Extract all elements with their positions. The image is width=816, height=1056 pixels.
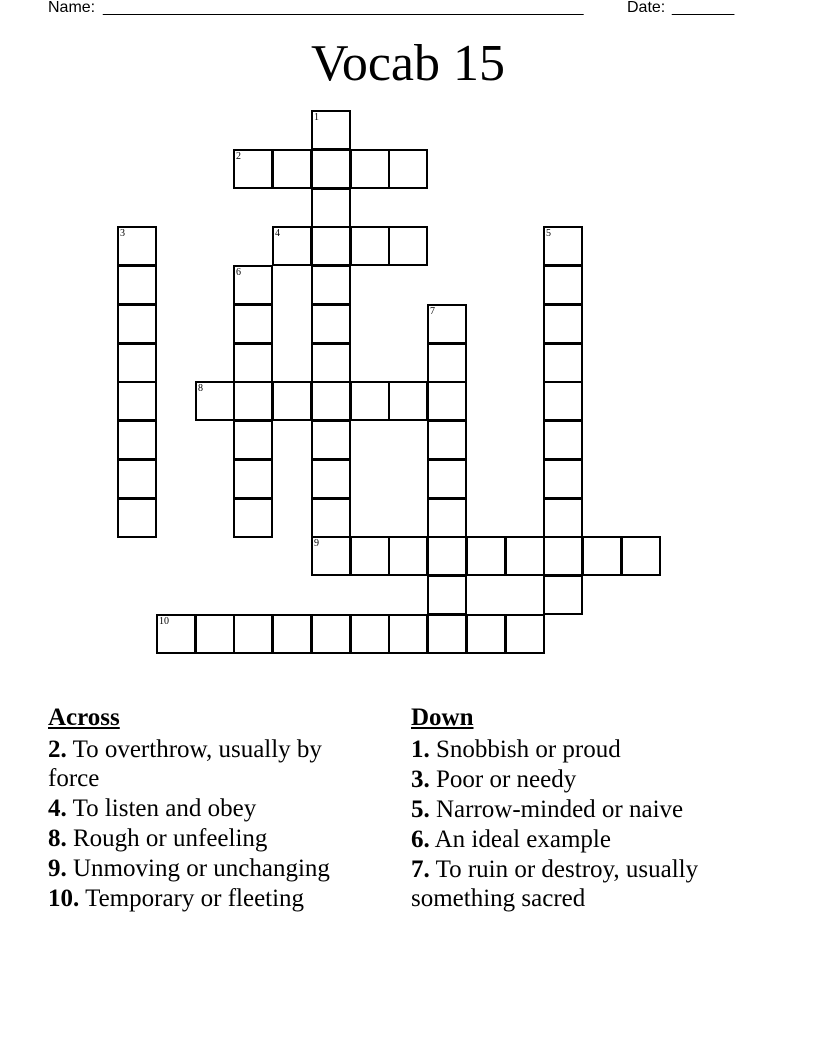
clue-number: 4. bbox=[48, 795, 67, 822]
crossword-cell[interactable] bbox=[466, 614, 506, 654]
crossword-cell[interactable] bbox=[427, 420, 467, 460]
crossword-cell[interactable] bbox=[427, 459, 467, 499]
across-clues bbox=[48, 703, 378, 914]
crossword-cell[interactable] bbox=[350, 614, 390, 654]
cell-number: 7 bbox=[430, 306, 435, 317]
crossword-cell[interactable] bbox=[233, 304, 273, 344]
crossword-cell[interactable] bbox=[117, 381, 157, 421]
crossword-cell[interactable] bbox=[388, 149, 428, 189]
clue-text: To listen and obey bbox=[72, 795, 257, 822]
cell-number: 4 bbox=[275, 228, 280, 239]
across-clue bbox=[48, 794, 378, 823]
crossword-cell[interactable] bbox=[272, 381, 312, 421]
clue-number: 9. bbox=[48, 855, 67, 882]
clue-number: 2. bbox=[48, 736, 67, 763]
cell-number: 6 bbox=[236, 267, 241, 278]
down-clue bbox=[411, 765, 751, 794]
name-label: Name: bbox=[48, 0, 96, 16]
crossword-cell[interactable] bbox=[350, 226, 390, 266]
down-clue bbox=[411, 735, 751, 764]
crossword-cell[interactable] bbox=[311, 304, 351, 344]
crossword-cell[interactable] bbox=[350, 149, 390, 189]
crossword-cell[interactable] bbox=[233, 381, 273, 421]
down-clue bbox=[411, 825, 751, 854]
clue-number: 8. bbox=[48, 825, 67, 852]
crossword-cell[interactable] bbox=[427, 536, 467, 576]
crossword-cell[interactable] bbox=[505, 536, 545, 576]
clue-text: Narrow-minded or naive bbox=[436, 796, 684, 823]
crossword-cell[interactable] bbox=[311, 110, 351, 150]
crossword-cell[interactable] bbox=[388, 226, 428, 266]
crossword-cell[interactable] bbox=[311, 459, 351, 499]
across-clue bbox=[48, 854, 378, 883]
down-heading: Down bbox=[411, 704, 474, 731]
clue-text: An ideal example bbox=[434, 826, 611, 853]
crossword-cell[interactable] bbox=[388, 381, 428, 421]
crossword-cell[interactable] bbox=[621, 536, 661, 576]
crossword-cell[interactable] bbox=[543, 575, 583, 615]
cell-number: 3 bbox=[120, 228, 125, 239]
crossword-cell[interactable] bbox=[543, 498, 583, 538]
across-heading: Across bbox=[48, 704, 120, 731]
crossword-cell[interactable] bbox=[543, 265, 583, 305]
crossword-cell[interactable] bbox=[311, 343, 351, 383]
clue-number: 3. bbox=[411, 766, 430, 793]
clue-number: 6. bbox=[411, 826, 430, 853]
crossword-cell[interactable] bbox=[233, 343, 273, 383]
crossword-cell[interactable] bbox=[195, 381, 235, 421]
clue-text: Rough or unfeeling bbox=[73, 825, 268, 852]
crossword-cell[interactable] bbox=[233, 614, 273, 654]
crossword-cell[interactable] bbox=[233, 459, 273, 499]
crossword-cell[interactable] bbox=[117, 498, 157, 538]
cell-number: 10 bbox=[159, 616, 169, 627]
clue-number: 1. bbox=[411, 736, 430, 763]
crossword-cell[interactable] bbox=[272, 226, 312, 266]
date-label: Date: bbox=[627, 0, 666, 16]
crossword-cell[interactable] bbox=[427, 343, 467, 383]
crossword-cell[interactable] bbox=[311, 536, 351, 576]
crossword-cell[interactable] bbox=[543, 459, 583, 499]
clue-text: Poor or needy bbox=[436, 766, 577, 793]
cell-number: 8 bbox=[198, 383, 203, 394]
crossword-cell[interactable] bbox=[505, 614, 545, 654]
crossword-cell[interactable] bbox=[117, 226, 157, 266]
date-field[interactable]: _______ bbox=[672, 0, 735, 16]
crossword-cell[interactable] bbox=[233, 498, 273, 538]
crossword-cell[interactable] bbox=[117, 420, 157, 460]
crossword-cell[interactable] bbox=[543, 226, 583, 266]
clue-text: To overthrow, usually by force bbox=[48, 736, 322, 792]
crossword-cell[interactable] bbox=[543, 420, 583, 460]
crossword-cell[interactable] bbox=[311, 226, 351, 266]
crossword-cell[interactable] bbox=[195, 614, 235, 654]
crossword-cell[interactable] bbox=[388, 614, 428, 654]
crossword-cell[interactable] bbox=[311, 149, 351, 189]
crossword-cell[interactable] bbox=[427, 498, 467, 538]
clue-number: 10. bbox=[48, 885, 80, 912]
crossword-cell[interactable] bbox=[466, 536, 506, 576]
crossword-cell[interactable] bbox=[350, 536, 390, 576]
crossword-cell[interactable] bbox=[427, 575, 467, 615]
crossword-cell[interactable] bbox=[311, 498, 351, 538]
crossword-cell[interactable] bbox=[543, 304, 583, 344]
crossword-cell[interactable] bbox=[427, 614, 467, 654]
crossword-cell[interactable] bbox=[311, 420, 351, 460]
crossword-cell[interactable] bbox=[233, 149, 273, 189]
crossword-cell[interactable] bbox=[582, 536, 622, 576]
cell-number: 1 bbox=[314, 112, 319, 123]
page-title: Vocab 15 bbox=[310, 35, 505, 92]
crossword-cell[interactable] bbox=[543, 536, 583, 576]
crossword-cell[interactable] bbox=[311, 614, 351, 654]
crossword-cell[interactable] bbox=[350, 381, 390, 421]
crossword-cell[interactable] bbox=[117, 265, 157, 305]
crossword-cell[interactable] bbox=[427, 381, 467, 421]
crossword-cell[interactable] bbox=[311, 381, 351, 421]
crossword-cell[interactable] bbox=[388, 536, 428, 576]
down-clue bbox=[411, 795, 751, 824]
cell-number: 5 bbox=[546, 228, 551, 239]
crossword-cell[interactable] bbox=[156, 614, 196, 654]
crossword-cell[interactable] bbox=[543, 343, 583, 383]
down-clue bbox=[411, 855, 751, 913]
crossword-cell[interactable] bbox=[427, 304, 467, 344]
clue-text: To ruin or destroy, usually something sacred bbox=[411, 856, 699, 912]
crossword-cell[interactable] bbox=[117, 459, 157, 499]
crossword-cell[interactable] bbox=[311, 265, 351, 305]
crossword-cell[interactable] bbox=[233, 265, 273, 305]
across-clue bbox=[48, 735, 378, 793]
crossword-cell[interactable] bbox=[117, 304, 157, 344]
name-field[interactable]: ______________________________________________________ bbox=[103, 0, 584, 16]
crossword-cell[interactable] bbox=[233, 420, 273, 460]
crossword-cell[interactable] bbox=[272, 149, 312, 189]
down-clues bbox=[411, 703, 751, 914]
cell-number: 2 bbox=[236, 151, 241, 162]
clue-number: 5. bbox=[411, 796, 430, 823]
crossword-cell[interactable] bbox=[543, 381, 583, 421]
crossword-cell[interactable] bbox=[117, 343, 157, 383]
across-clue bbox=[48, 824, 378, 853]
crossword-cell[interactable] bbox=[311, 188, 351, 228]
clue-text: Unmoving or unchanging bbox=[73, 855, 330, 882]
across-clue bbox=[48, 884, 378, 913]
clue-text: Snobbish or proud bbox=[436, 736, 621, 763]
clue-number: 7. bbox=[411, 856, 430, 883]
clue-text: Temporary or fleeting bbox=[85, 885, 305, 912]
cell-number: 9 bbox=[314, 538, 319, 549]
crossword-cell[interactable] bbox=[272, 614, 312, 654]
